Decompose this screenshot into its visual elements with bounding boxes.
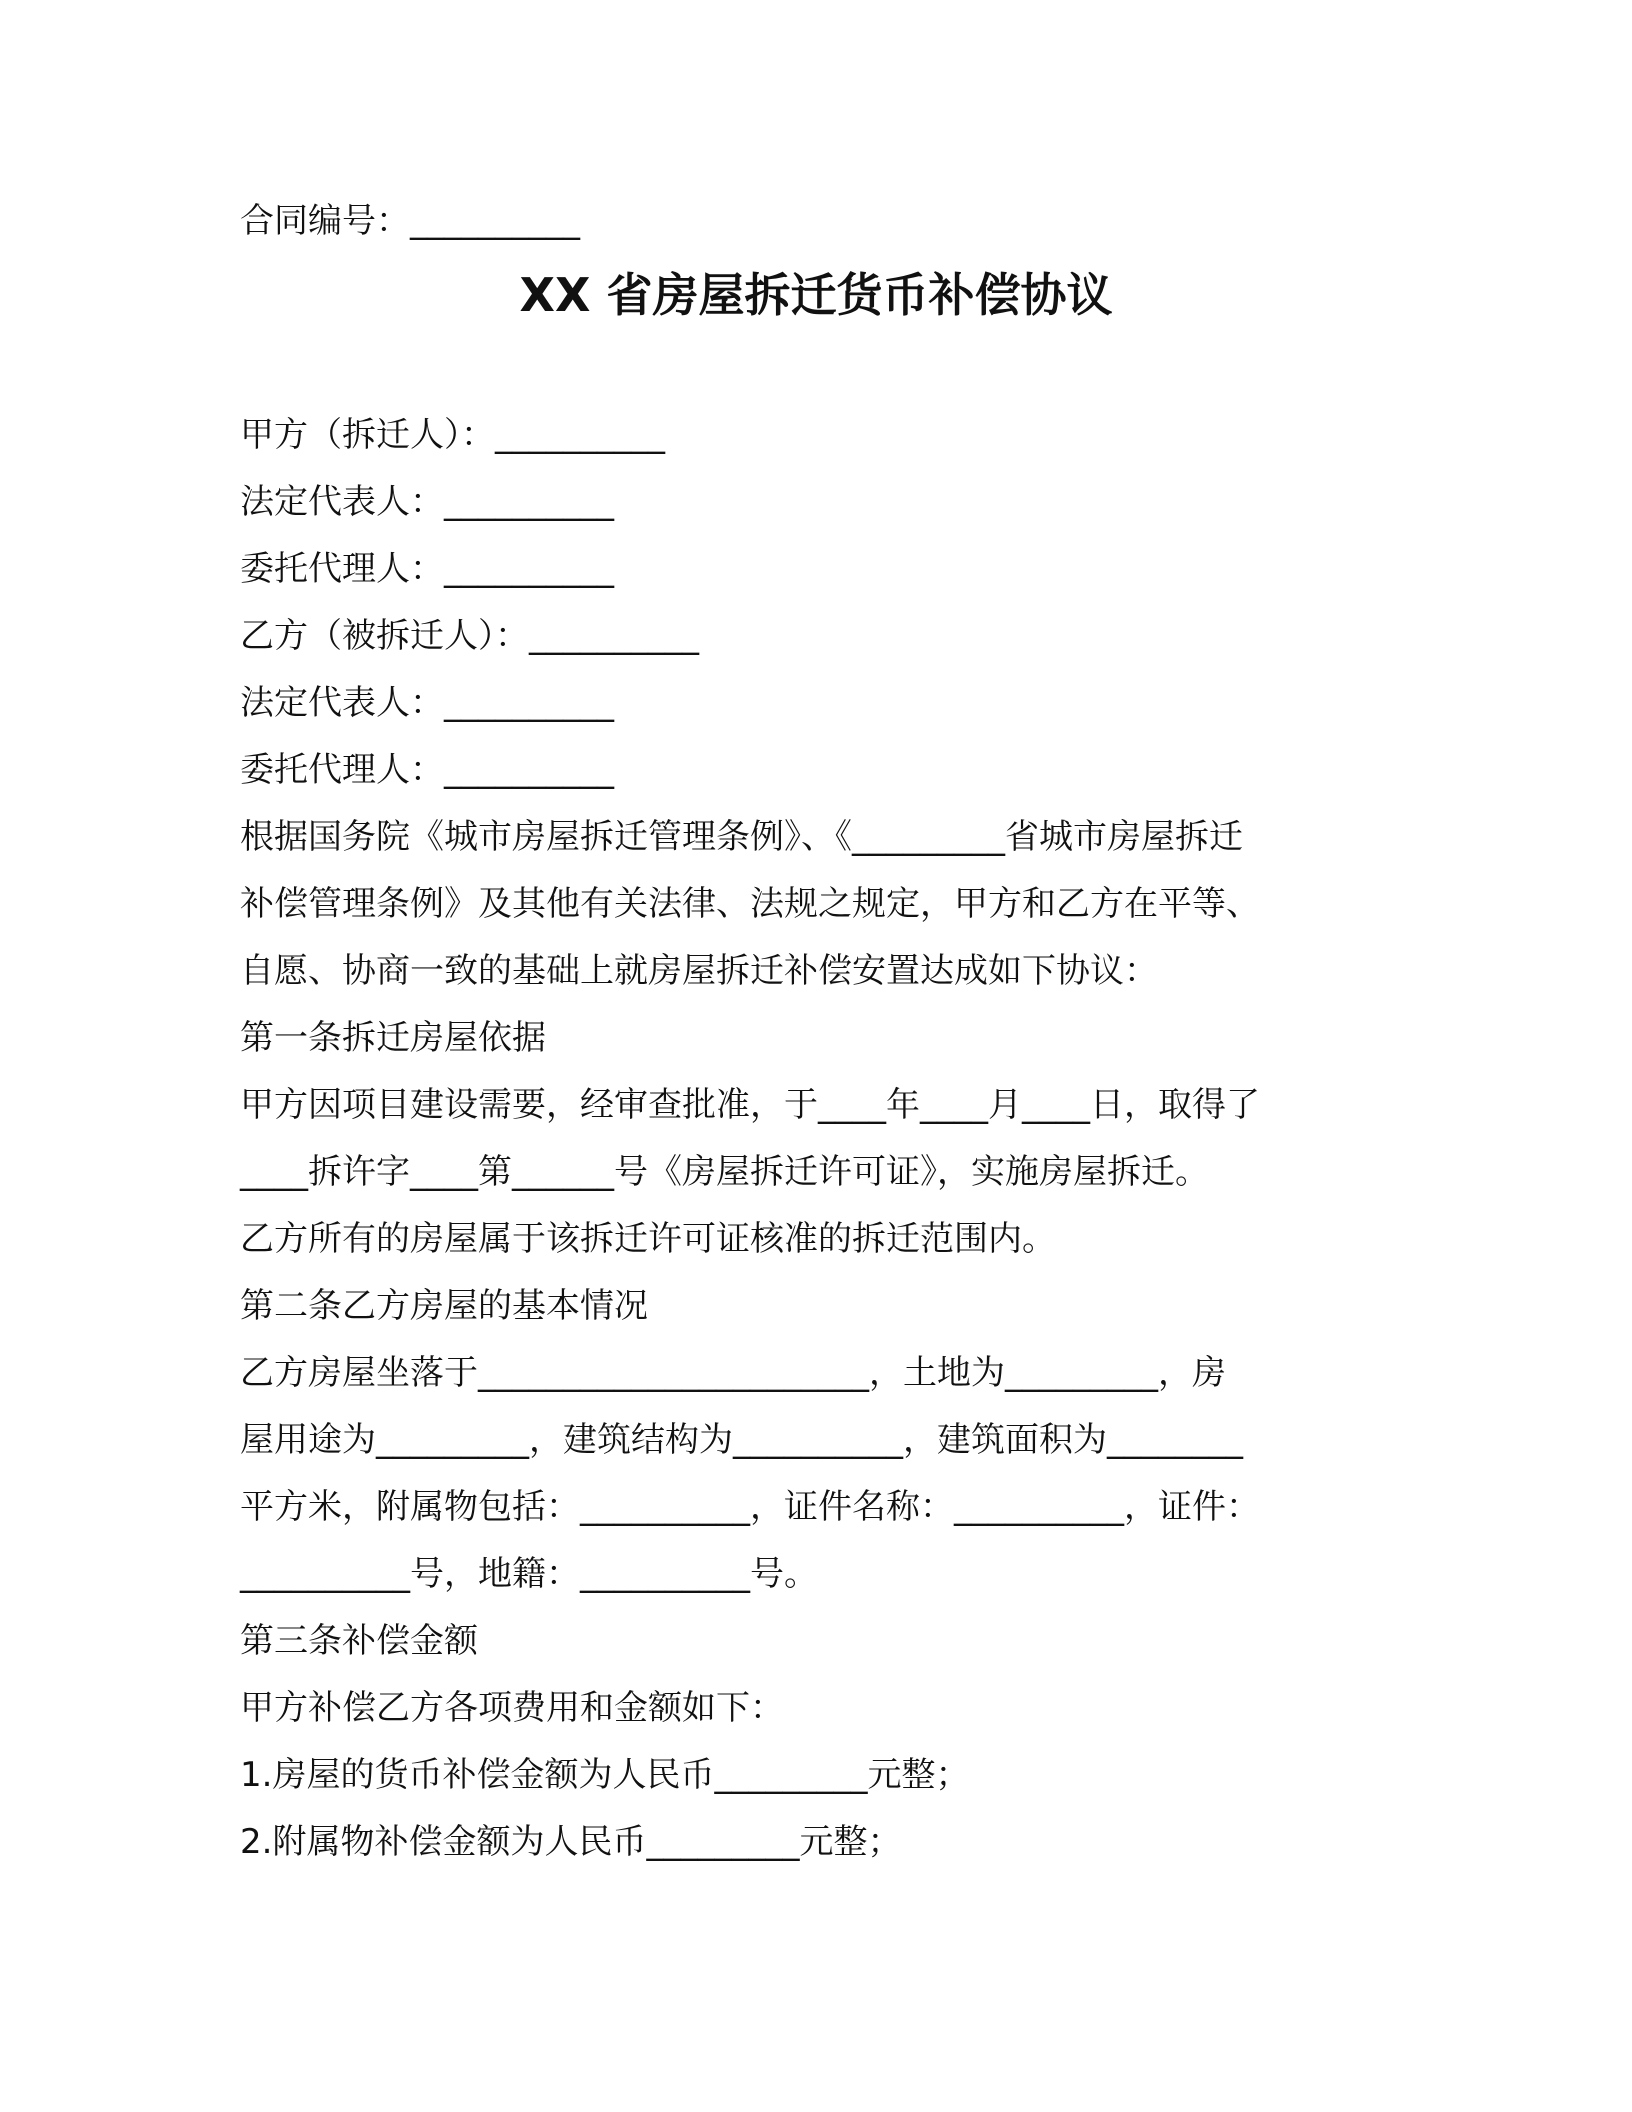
party-a-legal-representative: 法定代表人：__________ [240, 482, 614, 522]
article-2-line: 平方米，附属物包括：__________，证件名称：__________，证件： [240, 1487, 1260, 1527]
article-3-line: 2.附属物补偿金额为人民币_________元整； [240, 1822, 902, 1862]
party-b: 乙方（被拆迁人）：__________ [240, 616, 699, 656]
preamble-line: 根据国务院《城市房屋拆迁管理条例》、《_________省城市房屋拆迁 [240, 817, 1243, 857]
preamble-line: 补偿管理条例》及其他有关法律、法规之规定，甲方和乙方在平等、 [240, 884, 1260, 924]
party-b-legal-representative: 法定代表人：__________ [240, 683, 614, 723]
preamble-line: 自愿、协商一致的基础上就房屋拆迁补偿安置达成如下协议： [240, 951, 1158, 991]
article-3-line: 1.房屋的货币补偿金额为人民币_________元整； [240, 1755, 970, 1795]
party-a: 甲方（拆迁人）：__________ [240, 415, 665, 455]
document-title: XX 省房屋拆迁货币补偿协议 [519, 268, 1113, 322]
document-body [240, 402, 1400, 1876]
article-2-heading: 第二条乙方房屋的基本情况 [240, 1286, 648, 1326]
article-2-line: 屋用途为_________，建筑结构为__________，建筑面积为________ [240, 1420, 1243, 1460]
article-2-line: 乙方房屋坐落于_______________________，土地为_________，房 [240, 1353, 1226, 1393]
article-1-line: 甲方因项目建设需要，经审查批准，于____年____月____日，取得了 [240, 1085, 1260, 1125]
contract-number: 合同编号：__________ [240, 201, 580, 241]
article-1-heading: 第一条拆迁房屋依据 [240, 1018, 546, 1058]
article-1-line: ____拆许字____第______号《房屋拆迁许可证》，实施房屋拆迁。 [240, 1152, 1209, 1192]
party-b-agent: 委托代理人：__________ [240, 750, 614, 790]
article-1-line: 乙方所有的房屋属于该拆迁许可证核准的拆迁范围内。 [240, 1219, 1056, 1259]
article-2-line: __________号，地籍：__________号。 [240, 1554, 818, 1594]
article-3-line: 甲方补偿乙方各项费用和金额如下： [240, 1688, 784, 1728]
party-a-agent: 委托代理人：__________ [240, 549, 614, 589]
article-3-heading: 第三条补偿金额 [240, 1621, 478, 1661]
